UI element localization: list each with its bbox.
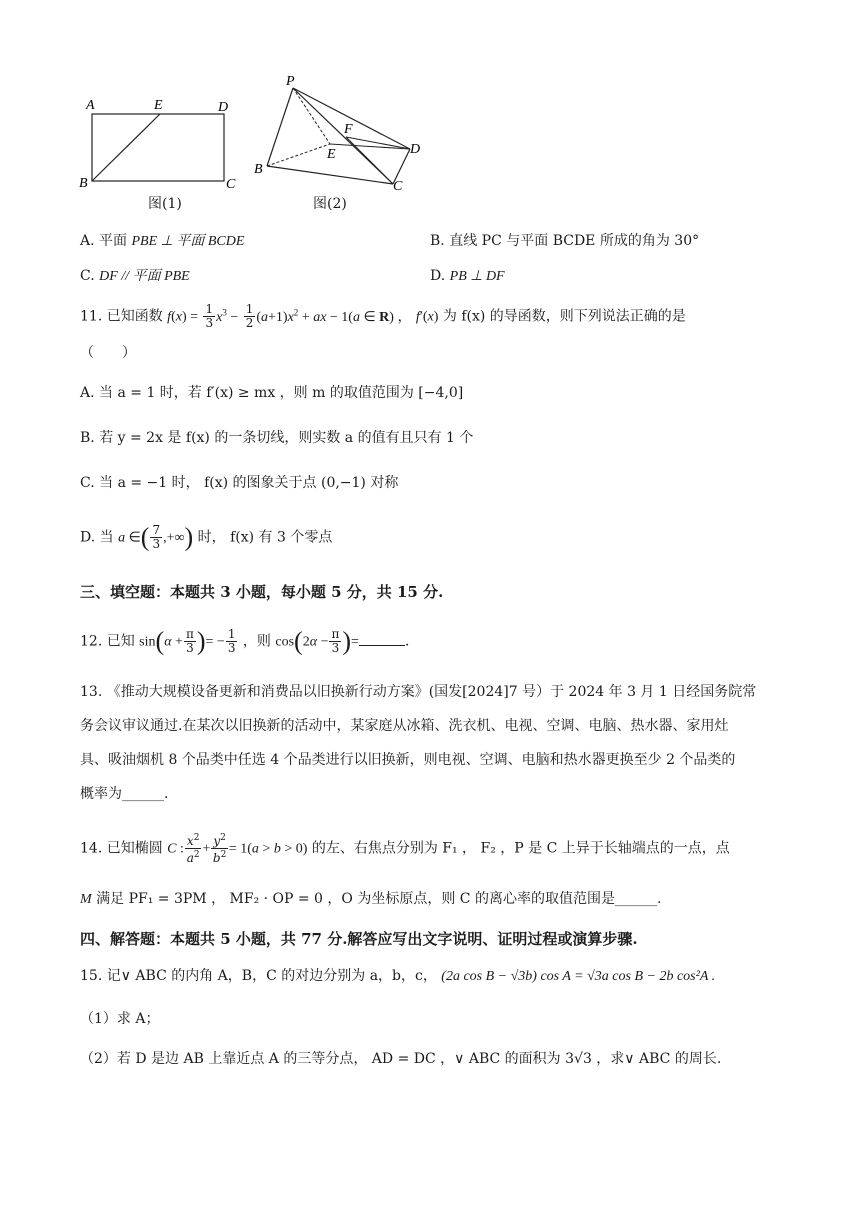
fig2-label-B: B	[254, 162, 263, 177]
q11-option-b: B. 若 y = 2x 是 f(x) 的一条切线，则实数 a 的值有且只有 1 个	[80, 430, 474, 446]
q11-option-c: C. 当 a = −1 时， f(x) 的图象关于点 (0,−1) 对称	[80, 475, 399, 491]
figure-1-caption: 图(1)	[148, 196, 182, 212]
q15-stem: 15. 记∨ ABC 的内角 A，B，C 的对边分别为 a，b，c， (2a cos B − √3b) cos A = √3a cos B − 2b cos²A .	[80, 968, 716, 984]
figure-2-pyramid	[250, 72, 430, 202]
q11-stem: 11. 已知函数 f(x) = $\frac{1}{3}$ $x^3$ − $\frac{1}{2}$ $(a+1)x^2$ + ax − 1(a ∈ R) ， f′(x) 为 f(x) 的导函数，则下列说法正确的是	[80, 302, 686, 331]
q10-option-c: C. DF // 平面 PBE	[80, 268, 190, 284]
fig1-label-A: A	[86, 98, 95, 113]
q11-option-a: A. 当 a = 1 时，若 f′(x) ≥ mx ，则 m 的取值范围为 [−4,0]	[80, 385, 464, 401]
q11-option-d: D. 当 a ∈( $\frac{7}{3}$ ,+∞) 时， f(x) 有 3 个零点	[80, 522, 333, 552]
fig1-label-C: C	[226, 177, 236, 192]
figure-2-caption: 图(2)	[313, 196, 347, 212]
q10-option-a: A. 平面 PBE ⊥ 平面 BCDE	[80, 233, 245, 249]
fig2-label-P: P	[286, 74, 295, 89]
fig2-label-D: D	[410, 142, 421, 157]
q14-line-1: 14. 已知椭圆 C : $\frac{x^2}{a^2}$ + $\frac{y^2}{b^2}$ = 1(a > b > 0) 的左、右焦点分别为 F₁ ， F₂ ，P 是 C 上异于长轴端点的一点，点	[80, 833, 730, 865]
q11-paren: （ ）	[80, 345, 136, 361]
section-4-heading: 四、解答题：本题共 5 小题，共 77 分.解答应写出文字说明、证明过程或演算步骤.	[80, 930, 638, 948]
fig2-label-E: E	[327, 147, 336, 162]
q12: 12. 已知 sin(α + $\frac{\pi}{3}$ )= − $\frac{1}{3}$ ，则 cos(2α − $\frac{\pi}{3}$ )= .	[80, 626, 410, 656]
q15-part-2: （2）若 D 是边 AB 上靠近点 A 的三等分点， AD = DC ，∨ ABC 的面积为 3√3 ，求∨ ABC 的周长.	[80, 1051, 722, 1067]
q13-line-2: 务会议审议通过.在某次以旧换新的活动中，某家庭从冰箱、洗衣机、电视、空调、电脑、热水器、家用灶	[80, 718, 729, 734]
q10-option-b: B. 直线 PC 与平面 BCDE 所成的角为 30°	[430, 233, 700, 249]
q10-option-d: D. PB ⊥ DF	[430, 268, 505, 284]
q13-line-3: 具、吸油烟机 8 个品类中任选 4 个品类进行以旧换新，则电视、空调、电脑和热水器更换至少 2 个品类的	[80, 752, 736, 768]
q13-line-4: 概率为______.	[80, 786, 169, 802]
section-3-heading: 三、填空题：本题共 3 小题，每小题 5 分，共 15 分.	[80, 583, 444, 601]
q15-part-1: （1）求 A；	[80, 1011, 160, 1027]
fig2-label-C: C	[393, 179, 403, 194]
q14-line-2: M 满足 PF₁ = 3PM ， MF₂ · OP = 0 ，O 为坐标原点，则 C 的离心率的取值范围是______.	[80, 891, 662, 907]
fig1-label-B: B	[79, 176, 88, 191]
q13-line-1: 13. 《推动大规模设备更新和消费品以旧换新行动方案》(国发[2024]7 号）于 2024 年 3 月 1 日经国务院常	[80, 684, 757, 700]
fig1-label-E: E	[154, 98, 163, 113]
fig1-label-D: D	[218, 100, 229, 115]
fig2-label-F: F	[344, 122, 353, 137]
